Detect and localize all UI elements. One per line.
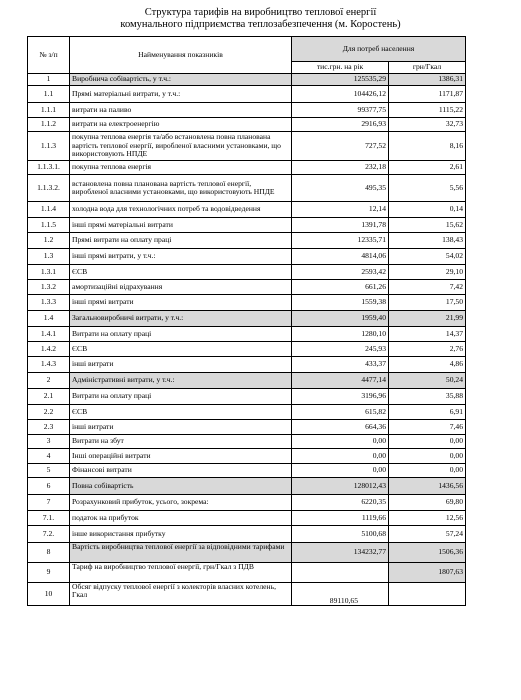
table-row — [28, 405, 466, 420]
row-number: 3 — [28, 435, 70, 449]
row-indicator-name: інше використання прибутку — [70, 526, 292, 543]
title-line-1: Структура тарифів на виробництво теплової енергії — [144, 7, 377, 18]
row-value-thousand-uah: 6220,35 — [292, 495, 389, 511]
tariff-table-body — [28, 74, 466, 606]
row-value-thousand-uah: 12,14 — [292, 202, 389, 218]
row-value-thousand-uah: 661,26 — [292, 280, 389, 295]
row-value-thousand-uah: 433,37 — [292, 357, 389, 373]
row-indicator-name: інші витрати — [70, 420, 292, 435]
row-indicator-name: Фінансові витрати — [70, 464, 292, 478]
row-value-uah-per-gcal: 0,00 — [389, 449, 466, 464]
row-value-thousand-uah: 2593,42 — [292, 265, 389, 280]
header-number: № з/п — [28, 37, 70, 74]
table-row — [28, 389, 466, 405]
table-row — [28, 449, 466, 464]
table-row — [28, 583, 466, 606]
row-number: 4 — [28, 449, 70, 464]
row-value-thousand-uah: 1280,10 — [292, 327, 389, 342]
row-value-uah-per-gcal: 1386,31 — [389, 74, 466, 86]
row-value-thousand-uah: 615,82 — [292, 405, 389, 420]
row-value-uah-per-gcal: 32,73 — [389, 118, 466, 132]
row-number: 1 — [28, 74, 70, 86]
row-value-uah-per-gcal: 15,62 — [389, 218, 466, 233]
row-value-uah-per-gcal: 7,42 — [389, 280, 466, 295]
row-indicator-name: Інші операційні витрати — [70, 449, 292, 464]
row-number: 1.3 — [28, 249, 70, 265]
row-value-thousand-uah: 3196,96 — [292, 389, 389, 405]
tariff-structure-table — [27, 36, 466, 606]
row-value-thousand-uah: 232,18 — [292, 161, 389, 175]
row-value-uah-per-gcal: 14,37 — [389, 327, 466, 342]
document-title — [0, 7, 521, 30]
row-number: 7 — [28, 495, 70, 511]
header-thousand-uah-per-year: тис.грн. на рік — [292, 62, 389, 74]
row-number: 2.2 — [28, 405, 70, 420]
row-value-thousand-uah: 12335,71 — [292, 233, 389, 249]
row-value-uah-per-gcal: 0,00 — [389, 464, 466, 478]
row-number: 10 — [28, 583, 70, 606]
table-row — [28, 74, 466, 86]
row-value-uah-per-gcal: 4,86 — [389, 357, 466, 373]
row-value-thousand-uah: 1959,40 — [292, 311, 389, 327]
row-indicator-name: інші прямі матеріальні витрати — [70, 218, 292, 233]
row-value-uah-per-gcal: 12,56 — [389, 511, 466, 526]
row-value-uah-per-gcal: 50,24 — [389, 373, 466, 389]
table-row — [28, 132, 466, 161]
row-value-uah-per-gcal: 8,16 — [389, 132, 466, 161]
table-row — [28, 86, 466, 103]
table-row — [28, 311, 466, 327]
row-value-thousand-uah: 128012,43 — [292, 478, 389, 495]
row-indicator-name: Розрахунковий прибуток, усього, зокрема: — [70, 495, 292, 511]
row-number: 1.3.1 — [28, 265, 70, 280]
row-value-thousand-uah: 104426,12 — [292, 86, 389, 103]
row-indicator-name: Прямі витрати на оплату праці — [70, 233, 292, 249]
row-indicator-name: Обсяг відпуску теплової енергії з колекторів власних котелень, Гкал — [70, 583, 292, 606]
row-value-thousand-uah: 1391,78 — [292, 218, 389, 233]
row-number: 2.1 — [28, 389, 70, 405]
row-number: 1.2 — [28, 233, 70, 249]
table-row — [28, 327, 466, 342]
row-value-uah-per-gcal: 57,24 — [389, 526, 466, 543]
table-row — [28, 202, 466, 218]
row-value-uah-per-gcal: 69,80 — [389, 495, 466, 511]
row-value-thousand-uah — [292, 563, 389, 583]
header-uah-per-gcal: грн/Гкал — [389, 62, 466, 74]
row-value-uah-per-gcal: 21,99 — [389, 311, 466, 327]
row-value-uah-per-gcal: 17,50 — [389, 295, 466, 311]
table-row — [28, 118, 466, 132]
header-indicator-name: Найменування показників — [70, 37, 292, 74]
row-indicator-name: Адміністративні витрати, у т.ч.: — [70, 373, 292, 389]
table-row — [28, 526, 466, 543]
row-value-uah-per-gcal: 5,56 — [389, 175, 466, 202]
table-row — [28, 511, 466, 526]
row-value-uah-per-gcal: 2,76 — [389, 342, 466, 357]
row-value-thousand-uah: 245,93 — [292, 342, 389, 357]
title-line-2: комунального підприємства теплозабезпечення (м. Коростень) — [120, 18, 401, 30]
row-indicator-name: покупна теплова енергія та/або встановлена повна планована вартість теплової енергії, виробленої власними установками, що використовують НПДЕ — [70, 132, 292, 161]
table-row — [28, 175, 466, 202]
row-number: 1.1 — [28, 86, 70, 103]
table-row — [28, 295, 466, 311]
row-value-thousand-uah: 4477,14 — [292, 373, 389, 389]
row-indicator-name: інші прямі витрати, у т.ч.: — [70, 249, 292, 265]
row-value-uah-per-gcal: 6,91 — [389, 405, 466, 420]
row-value-uah-per-gcal: 1506,36 — [389, 543, 466, 563]
row-number: 1.4.2 — [28, 342, 70, 357]
table-row — [28, 357, 466, 373]
table-row — [28, 265, 466, 280]
row-indicator-name: витрати на паливо — [70, 103, 292, 118]
row-value-thousand-uah: 99377,75 — [292, 103, 389, 118]
row-indicator-name: інші прямі витрати — [70, 295, 292, 311]
table-row — [28, 342, 466, 357]
row-number: 1.4.3 — [28, 357, 70, 373]
table-row — [28, 280, 466, 295]
row-value-uah-per-gcal: 2,61 — [389, 161, 466, 175]
row-number: 2.3 — [28, 420, 70, 435]
row-value-uah-per-gcal: 29,10 — [389, 265, 466, 280]
row-indicator-name: Загальновиробничі витрати, у т.ч.: — [70, 311, 292, 327]
row-value-thousand-uah: 2916,93 — [292, 118, 389, 132]
row-value-uah-per-gcal: 0,14 — [389, 202, 466, 218]
table-row — [28, 373, 466, 389]
row-indicator-name: ЄСВ — [70, 342, 292, 357]
row-value-thousand-uah: 1559,38 — [292, 295, 389, 311]
table-row — [28, 435, 466, 449]
table-row — [28, 495, 466, 511]
row-indicator-name: Виробнича собівартість, у т.ч.: — [70, 74, 292, 86]
row-value-uah-per-gcal: 1436,56 — [389, 478, 466, 495]
row-indicator-name: Повна собівартість — [70, 478, 292, 495]
table-row — [28, 249, 466, 265]
table-row — [28, 543, 466, 563]
row-indicator-name: холодна вода для технологічних потреб та водовідведення — [70, 202, 292, 218]
row-indicator-name: Витрати на оплату праці — [70, 327, 292, 342]
header-population-needs: Для потреб населення — [292, 37, 466, 62]
table-row — [28, 464, 466, 478]
row-number: 1.3.2 — [28, 280, 70, 295]
row-value-thousand-uah: 727,52 — [292, 132, 389, 161]
row-indicator-name: покупна теплова енергія — [70, 161, 292, 175]
row-indicator-name: Витрати на оплату праці — [70, 389, 292, 405]
row-number: 7.2. — [28, 526, 70, 543]
row-number: 5 — [28, 464, 70, 478]
row-number: 2 — [28, 373, 70, 389]
row-indicator-name: Витрати на збут — [70, 435, 292, 449]
row-number: 7.1. — [28, 511, 70, 526]
row-number: 9 — [28, 563, 70, 583]
row-number: 1.1.4 — [28, 202, 70, 218]
row-value-uah-per-gcal: 1115,22 — [389, 103, 466, 118]
row-number: 8 — [28, 543, 70, 563]
row-value-thousand-uah: 1119,66 — [292, 511, 389, 526]
row-number: 1.3.3 — [28, 295, 70, 311]
row-value-thousand-uah: 134232,77 — [292, 543, 389, 563]
table-row — [28, 563, 466, 583]
row-indicator-name: амортизаційні відрахування — [70, 280, 292, 295]
row-value-thousand-uah: 0,00 — [292, 435, 389, 449]
row-value-thousand-uah: 125535,29 — [292, 74, 389, 86]
row-indicator-name: Прямі матеріальні витрати, у т.ч.: — [70, 86, 292, 103]
row-value-uah-per-gcal — [389, 583, 466, 606]
row-value-uah-per-gcal: 35,88 — [389, 389, 466, 405]
row-number: 1.1.3.1. — [28, 161, 70, 175]
row-indicator-name: Тариф на виробництво теплової енергії, грн/Гкал з ПДВ — [70, 563, 292, 583]
table-row — [28, 218, 466, 233]
row-number: 1.1.3 — [28, 132, 70, 161]
row-value-thousand-uah: 0,00 — [292, 449, 389, 464]
row-number: 1.1.2 — [28, 118, 70, 132]
table-row — [28, 478, 466, 495]
row-number: 1.1.5 — [28, 218, 70, 233]
row-value-uah-per-gcal: 138,43 — [389, 233, 466, 249]
row-indicator-name: податок на прибуток — [70, 511, 292, 526]
row-value-uah-per-gcal: 1807,63 — [389, 563, 466, 583]
row-indicator-name: ЄСВ — [70, 265, 292, 280]
row-indicator-name: Вартість виробництва теплової енергії за відповідними тарифами — [70, 543, 292, 563]
row-value-thousand-uah: 89110,65 — [292, 583, 389, 606]
row-indicator-name: встановлена повна планована вартість теплової енергії, виробленої власними установками, що використовують НПДЕ — [70, 175, 292, 202]
row-indicator-name: витрати на електроенергію — [70, 118, 292, 132]
row-value-uah-per-gcal: 7,46 — [389, 420, 466, 435]
table-row — [28, 420, 466, 435]
row-value-thousand-uah: 5100,68 — [292, 526, 389, 543]
row-value-thousand-uah: 0,00 — [292, 464, 389, 478]
row-value-uah-per-gcal: 54,02 — [389, 249, 466, 265]
row-number: 6 — [28, 478, 70, 495]
row-indicator-name: інші витрати — [70, 357, 292, 373]
row-number: 1.4.1 — [28, 327, 70, 342]
row-value-uah-per-gcal: 0,00 — [389, 435, 466, 449]
row-indicator-name: ЄСВ — [70, 405, 292, 420]
table-row — [28, 233, 466, 249]
row-value-thousand-uah: 4814,06 — [292, 249, 389, 265]
row-value-thousand-uah: 664,36 — [292, 420, 389, 435]
row-number: 1.4 — [28, 311, 70, 327]
row-number: 1.1.1 — [28, 103, 70, 118]
row-value-thousand-uah: 495,35 — [292, 175, 389, 202]
row-value-uah-per-gcal: 1171,87 — [389, 86, 466, 103]
row-number: 1.1.3.2. — [28, 175, 70, 202]
table-row — [28, 103, 466, 118]
table-row — [28, 161, 466, 175]
